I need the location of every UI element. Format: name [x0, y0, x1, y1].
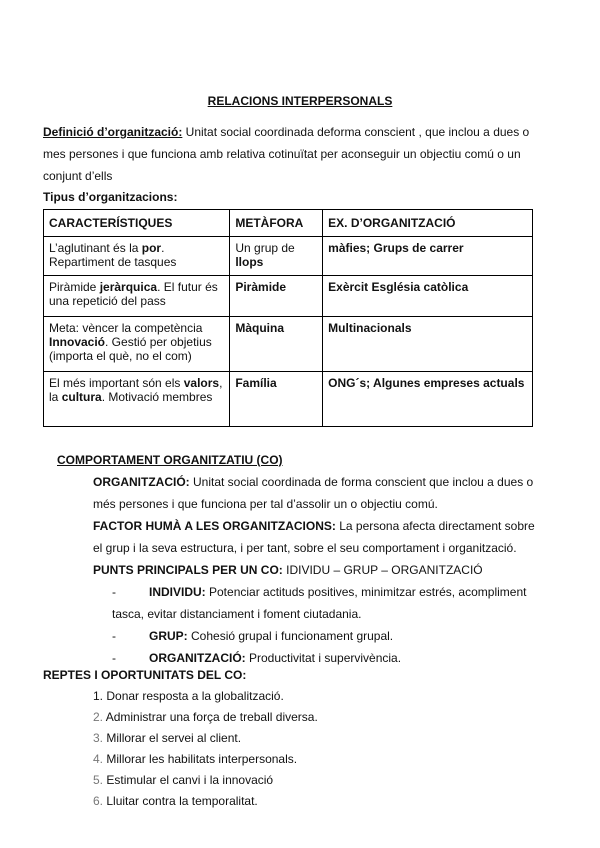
bullet-label: ORGANITZACIÓ: — [149, 651, 246, 665]
text-fragment: . Repartiment de tasques — [49, 241, 177, 269]
main-points-text: IDIVIDU – GRUP – ORGANITZACIÓ — [282, 563, 483, 577]
text-fragment: . El futur és una repetició del pass — [49, 280, 218, 308]
text-fragment: , la — [49, 376, 223, 404]
header-metaphor: METÀFORA — [230, 210, 323, 237]
cell-metaphor — [230, 317, 323, 372]
keyword: Innovació — [49, 335, 106, 349]
types-heading: Tipus d’organitzacions: — [43, 190, 178, 204]
cell-characteristics — [44, 237, 230, 276]
organization-text: Unitat social coordinada de forma conscient que inclou a dues o més persones i que funciona per tal d’assolir un o objectiu comú. — [93, 475, 534, 511]
cell-characteristics — [44, 372, 230, 427]
organization-definition — [93, 471, 543, 515]
keyword: jeràrquica — [99, 280, 158, 294]
list-number: 4. — [93, 752, 104, 766]
text-fragment: . Motivació membres — [101, 390, 213, 404]
challenges-list — [93, 686, 318, 812]
cell-characteristics — [44, 276, 230, 317]
main-points-paragraph — [93, 559, 543, 581]
table-row — [44, 276, 533, 317]
keyword: cultura — [61, 390, 102, 404]
text-fragment: El més important són els — [49, 376, 184, 390]
keyword: por — [141, 241, 162, 255]
list-text: Donar resposta a la globalització. — [106, 689, 284, 703]
cell-metaphor — [230, 237, 323, 276]
human-factor-label: FACTOR HUMÀ A LES ORGANITZACIONS: — [93, 519, 336, 533]
bullet-text: Productivitat i supervivència. — [245, 651, 402, 665]
text-fragment: Un grup de — [235, 241, 295, 255]
bullet-text: Potenciar actituds positives, minimitzar estrés, acompliment tasca, evitar distanciament i foment ciutadania. — [112, 585, 527, 621]
human-factor-text: La persona afecta directament sobre el grup i la seva estructura, i per tant, sobre el seu comportament i organització. — [93, 519, 535, 555]
list-text: Lluitar contra la temporalitat. — [106, 794, 258, 808]
text-fragment: Piràmide — [49, 280, 100, 294]
table-row — [44, 317, 533, 372]
definition-label: Definició d’organització: — [43, 125, 183, 139]
cell-example — [323, 317, 533, 372]
list-number: 5. — [93, 773, 104, 787]
bullet-label: GRUP: — [149, 629, 188, 643]
bullet-label: INDIVIDU: — [149, 585, 206, 599]
list-text: Millorar el servei al client. — [106, 731, 242, 745]
cell-example — [323, 237, 533, 276]
list-item — [93, 728, 318, 749]
organization-types-table — [43, 209, 533, 427]
bullet-organization — [149, 647, 539, 669]
list-item — [93, 707, 318, 728]
header-example: EX. D’ORGANITZACIÓ — [323, 210, 533, 237]
cell-example — [323, 276, 533, 317]
co-heading: COMPORTAMENT ORGANITZATIU (CO) — [57, 453, 283, 467]
list-text: Estimular el canvi i la innovació — [106, 773, 274, 787]
bullet-dash: - — [112, 585, 116, 599]
challenges-heading: REPTES I OPORTUNITATS DEL CO: — [43, 668, 247, 682]
table-header-row — [44, 210, 533, 237]
bullet-dash: - — [112, 651, 116, 665]
example-text: Exèrcit Església catòlica — [328, 280, 469, 294]
text-fragment: Meta: vèncer la competència — [49, 321, 203, 335]
definition-paragraph — [43, 121, 543, 187]
keyword: Piràmide — [235, 280, 287, 294]
text-fragment: . Gestió per objetius (importa el què, no el com) — [49, 335, 212, 363]
main-points-label: PUNTS PRINCIPALS PER UN CO: — [93, 563, 283, 577]
organization-label: ORGANITZACIÓ: — [93, 475, 190, 489]
list-number: 6. — [93, 794, 104, 808]
page-title: RELACIONS INTERPERSONALS — [207, 94, 393, 108]
keyword: valors — [183, 376, 220, 390]
keyword: Màquina — [235, 321, 285, 335]
keyword: Família — [235, 376, 277, 390]
example-text: ONG´s; Algunes empreses actuals — [328, 376, 525, 390]
example-text: màfies; Grups de carrer — [328, 241, 464, 255]
cell-metaphor — [230, 276, 323, 317]
text-fragment: L’aglutinant és la — [49, 241, 142, 255]
list-item — [93, 749, 318, 770]
list-number: 3. — [93, 731, 104, 745]
cell-example — [323, 372, 533, 427]
bullet-group — [149, 625, 539, 647]
example-text: Multinacionals — [328, 321, 412, 335]
human-factor-paragraph — [93, 515, 543, 559]
header-characteristics: CARACTERÍSTIQUES — [44, 210, 230, 237]
list-item — [93, 791, 318, 812]
keyword: llops — [235, 255, 264, 269]
list-text: Administrar una força de treball diversa. — [105, 710, 318, 724]
bullet-text: Cohesió grupal i funcionament grupal. — [187, 629, 394, 643]
list-text: Millorar les habilitats interpersonals. — [106, 752, 298, 766]
list-number: 1. — [93, 689, 104, 703]
table-row — [44, 237, 533, 276]
bullet-individual — [112, 581, 542, 625]
list-number: 2. — [93, 710, 104, 724]
list-item — [93, 770, 318, 791]
bullet-dash: - — [112, 629, 116, 643]
cell-characteristics — [44, 317, 230, 372]
table-row — [44, 372, 533, 427]
list-item — [93, 686, 318, 707]
cell-metaphor — [230, 372, 323, 427]
definition-text: Unitat social coordinada deforma conscient , que inclou a dues o mes persones i que funciona amb relativa cotinuïtat per aconseguir un objectiu comú o un conjunt d’ells — [43, 125, 530, 183]
